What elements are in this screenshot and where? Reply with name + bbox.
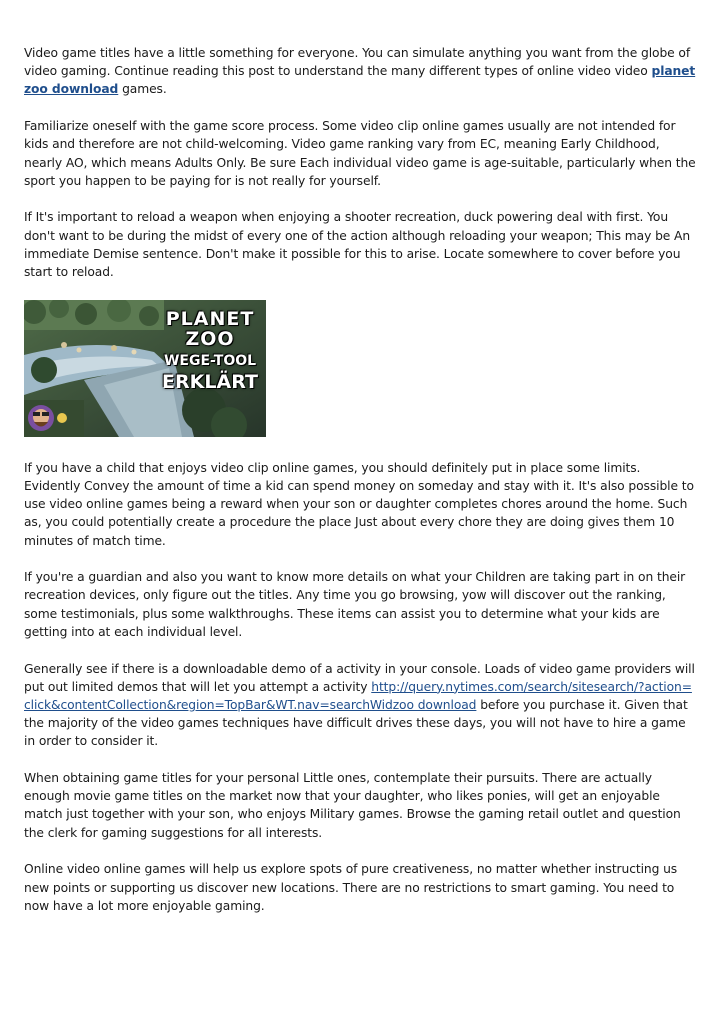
paragraph-6 xyxy=(24,660,698,751)
paragraph-1-text: Video game titles have a little something for everyone. You can simulate anything you want from the globe of video gaming. Continue reading this post to understand the many different types of online video video xyxy=(24,46,691,79)
paragraph-6-tail: before you purchase it. Given that the majority of the video games techniques have difficult drives these days, you will not have to hire a game in order to consider it. xyxy=(24,697,688,749)
thumbnail-title xyxy=(158,307,262,393)
paragraph-4: If you have a child that enjoys video clip online games, you should definitely put in place some limits. Evidently Convey the amount of time a kid can spend money on someday and stay with it. It's also possible to use video online games being a reward when your son or daughter completes chores around the home. Such as, you could potentially create a procedure the place Just about every chore they are doing gives them 10 minutes of match time. xyxy=(24,460,694,548)
paragraph-3: If It's important to reload a weapon when enjoying a shooter recreation, duck powering deal with first. You don't want to be during the midst of every one of the action although reloading your weapon; This may be An immediate Demise sentence. Don't make it possible for this to arise. Locate somewhere to cover before you start to reload. xyxy=(24,210,691,280)
paragraph-5: If you're a guardian and also you want to know more details on what your Children are taking part in on their recreation devices, only figure out the titles. Any time you go browsing, yow will discover out the ranking, some testimonials, plus some walkthroughs. These items can assist you to determine what your kids are getting into at each individual level. xyxy=(24,570,686,639)
paragraph-7: When obtaining game titles for your personal Little ones, contemplate their pursuits. There are actually enough movie game titles on the market now that your daughter, who likes ponies, will get an enjoyable match just together with your son, who enjoys Military games. Browse the gaming retail outlet and question the clerk for gaming suggestions for all interests. xyxy=(24,771,681,840)
thumbnail-line-2: ZOO xyxy=(185,327,235,350)
planet-zoo-download-link[interactable]: planet zoo download xyxy=(24,64,696,97)
paragraph-6-text: Generally see if there is a downloadable demo of a activity in your console. Loads of video game providers will put out limited demos that will let you attempt a activity xyxy=(24,661,695,694)
paragraph-1-tail: games. xyxy=(118,82,167,97)
avatar-icon xyxy=(28,405,54,431)
paragraph-8: Online video online games will help us explore spots of pure creativeness, no matter whether instructing us new points or supporting us discover new locations. There are no restrictions to smart gaming. You need to now have a lot more enjoyable gaming. xyxy=(24,862,678,913)
article-body xyxy=(24,44,698,934)
nytimes-search-link[interactable]: http://query.nytimes.com/search/sitesearch/?action=click&contentCollection&region=TopBar&WT.nav=searchWidzoo download xyxy=(24,679,692,712)
planet-zoo-thumbnail xyxy=(24,300,266,437)
thumbnail-line-4: ERKLÄRT xyxy=(162,370,258,393)
thumbnail-line-1: PLANET xyxy=(165,307,255,330)
paragraph-2: Familiarize oneself with the game score process. Some video clip online games usually are not intended for kids and therefore are not child-welcoming. Video game ranking vary from EC, meaning Early Childhood, nearly AO, which means Adults Only. Be sure Each individual video game is age-suitable, particularly when the sport you happen to be paying for is not really for yourself. xyxy=(24,119,696,188)
thumbnail-line-3: WEGE-TOOL xyxy=(163,352,257,369)
paragraph-1 xyxy=(24,44,698,99)
